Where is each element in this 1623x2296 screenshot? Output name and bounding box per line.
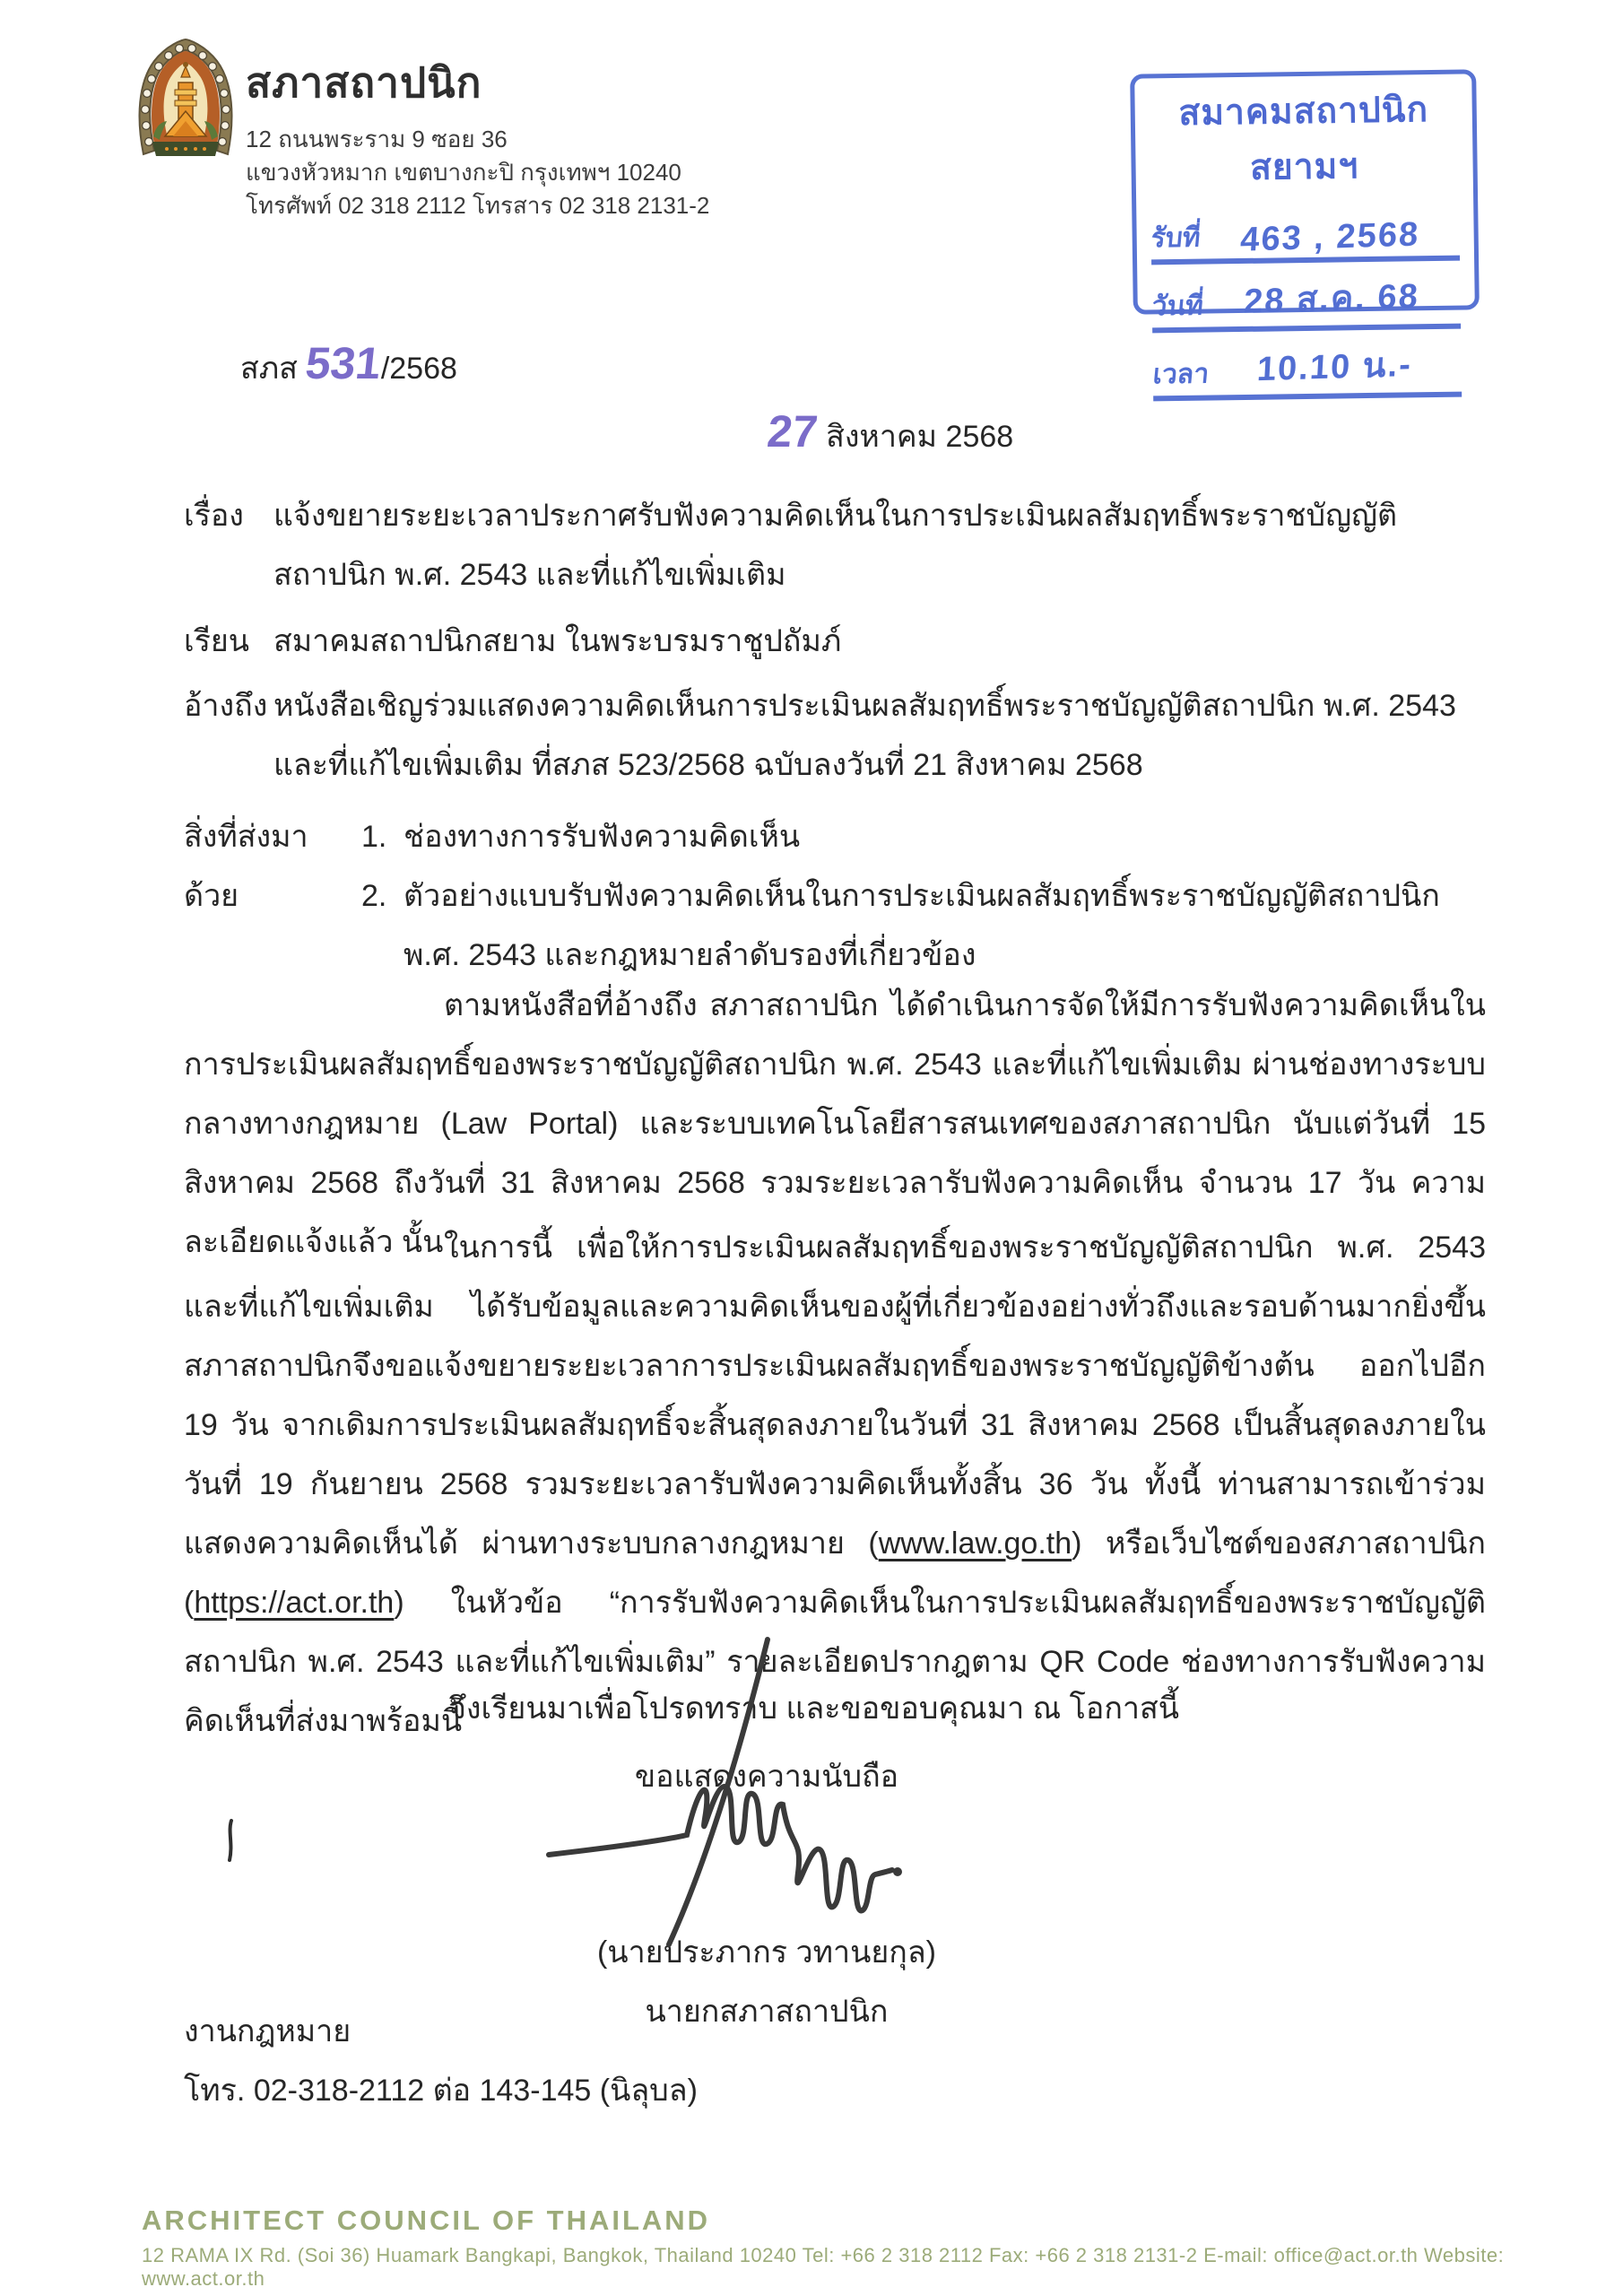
- stamp-row-received-no: [1150, 200, 1460, 265]
- to-row: [184, 612, 1486, 671]
- council-seal-icon: [131, 36, 240, 163]
- org-address-line1: 12 ถนนพระราม 9 ซอย 36: [246, 126, 508, 152]
- org-address-line3: โทรศัพท์ 02 318 2112 โทรสาร 02 318 2131-2: [246, 192, 710, 219]
- attachment-text: ช่องทางการรับฟังความคิดเห็น: [404, 820, 801, 854]
- letter-date: [765, 402, 1014, 466]
- letterhead: [246, 50, 709, 222]
- body-paragraph-1: ตามหนังสือที่อ้างถึง สภาสถาปนิก ได้ดำเนินการจัดให้มีการรับฟังความคิดเห็นในการประเมินผลสัมฤทธิ์ของพระราชบัญญัติสถาปนิก พ.ศ. 2543 และที่แก้ไขเพิ่มเติม ผ่านช่องทางระบบกลางทางกฎหมาย (Law Portal) และระบบเทคโนโลยีสารสนเทศของสภาสถาปนิก นับแต่วันที่ 15 สิงหาคม 2568 ถึงวันที่ 31 สิงหาคม 2568 รวมระยะเวลารับฟังความคิดเห็น จำนวน 17 วัน ความละเอียดแจ้งแล้ว นั้น: [184, 988, 1486, 1259]
- signature-block: [489, 1747, 1045, 2041]
- letter-date-day-handwritten: 27: [765, 406, 820, 457]
- attachment-number: 2.: [361, 879, 387, 913]
- attachments-list: [361, 807, 1486, 985]
- received-stamp: [1130, 69, 1480, 390]
- stamp-row-date: [1151, 268, 1461, 334]
- document-number-suffix: /2568: [380, 352, 457, 386]
- org-address: [246, 123, 709, 222]
- closing-line: จึงเรียนมาเพื่อโปรดทราบ และขอขอบคุณมา ณ โอกาสนี้: [448, 1692, 1180, 1726]
- act-website-link: https://act.or.th: [194, 1586, 395, 1620]
- attachments-row: [184, 807, 1486, 985]
- stamp-time-value: 10.10 น.-: [1256, 345, 1414, 389]
- document-number-prefix: สภส: [240, 352, 298, 386]
- stamp-received-label: รับที่: [1150, 222, 1202, 254]
- stamp-date-label: วันที่: [1150, 291, 1205, 322]
- subject-row: [184, 486, 1486, 604]
- body-paragraph-2-text: ) หรือเว็บไซต์ของสภาสถาปนิก (: [184, 1526, 1486, 1620]
- body-paragraph-2-text: ) ในหัวข้อ “การรับฟังความคิดเห็นในการประเมินผลสัมฤทธิ์ของพระราชบัญญัติสถาปนิก พ.ศ. 2543 และที่แก้ไขเพิ่มเติม” รายละเอียดปรากฎตาม QR Code ช่องทางการรับฟังความคิดเห็นที่ส่งมาพร้อมนี้: [184, 1586, 1486, 1738]
- reference-text: หนังสือเชิญร่วมแสดงความคิดเห็นการประเมินผลสัมฤทธิ์พระราชบัญญัติสถาปนิก พ.ศ. 2543 และที่แก้ไขเพิ่มเติม ที่สภส 523/2568 ฉบับลงวันที่ 21 สิงหาคม 2568: [273, 689, 1456, 782]
- body-paragraph-2-text: ในการนี้ เพื่อให้การประเมินผลสัมฤทธิ์ของพระราชบัญญัติสถาปนิก พ.ศ. 2543 และที่แก้ไขเพิ่มเติม ได้รับข้อมูลและความคิดเห็นของผู้ที่เกี่ยวข้องอย่างทั่วถึงและรอบด้านมากยิ่งขึ้น สภาสถาปนิกจึงขอแจ้งขยายระยะเวลาการประเมินผลสัมฤทธิ์ของพระราชบัญญัติข้างต้น ออกไปอีก 19 วัน จากเดิมการประเมินผลสัมฤทธิ์จะสิ้นสุดลงภายในวันที่ 31 สิงหาคม 2568 เป็นสิ้นสุดลงภายในวันที่ 19 กันยายน 2568 รวมระยะเวลารับฟังความคิดเห็นทั้งสิ้น 36 วัน ทั้งนี้ ท่านสามารถเข้าร่วมแสดงความคิดเห็นได้ ผ่านทางระบบกลางกฎหมาย (: [184, 1231, 1486, 1561]
- stamp-date-value: 28 ส.ค. 68: [1243, 277, 1421, 321]
- signer-name: (นายประภากร วทานยกุล): [597, 1935, 936, 1970]
- council-seal-logo: [131, 36, 240, 163]
- letter-date-rest: สิงหาคม 2568: [826, 420, 1014, 454]
- law-portal-link: www.law.go.th: [878, 1526, 1072, 1561]
- attachment-item: [361, 807, 1486, 866]
- contact-phone: โทร. 02-318-2112 ต่อ 143-145 (นิลุบล): [184, 2074, 698, 2108]
- signer-title: นายกสภาสถาปนิก: [645, 1995, 889, 2029]
- body-paragraph-2: [184, 1218, 1486, 1751]
- subject-label: เรื่อง: [184, 499, 244, 533]
- attachments-label: สิ่งที่ส่งมาด้วย: [184, 820, 308, 913]
- contact-block: [184, 2002, 698, 2120]
- signature-salutation: ขอแสดงความนับถือ: [634, 1760, 899, 1794]
- footer-org-name: ARCHITECT COUNCIL OF THAILAND: [142, 2205, 711, 2236]
- document-number: [240, 334, 457, 398]
- stamp-received-value: 463 , 2568: [1239, 215, 1421, 259]
- reference-label: อ้างถึง: [184, 689, 268, 723]
- to-text: สมาคมสถาปนิกสยาม ในพระบรมราชูปถัมภ์: [273, 624, 842, 658]
- subject-text: แจ้งขยายระยะเวลาประกาศรับฟังความคิดเห็นในการประเมินผลสัมฤทธิ์พระราชบัญญัติสถาปนิก พ.ศ. 2543 และที่แก้ไขเพิ่มเติม: [273, 499, 1398, 592]
- attachment-item: [361, 866, 1486, 985]
- attachment-number: 1.: [361, 820, 387, 854]
- org-name: สภาสถาปนิก: [246, 59, 482, 106]
- reference-row: [184, 676, 1486, 795]
- org-address-line2: แขวงหัวหมาก เขตบางกะปิ กรุงเทพฯ 10240: [246, 159, 681, 186]
- stamp-row-time: [1152, 336, 1462, 402]
- to-label: เรียน: [184, 624, 250, 658]
- stamp-time-label: เวลา: [1151, 359, 1211, 390]
- page-footer: [142, 2205, 1623, 2291]
- attachment-text: ตัวอย่างแบบรับฟังความคิดเห็นในการประเมินผลสัมฤทธิ์พระราชบัญญัติสถาปนิก พ.ศ. 2543 และกฎหมายลำดับรองที่เกี่ยวข้อง: [404, 879, 1440, 972]
- pen-mark: [222, 1819, 240, 1864]
- contact-department: งานกฎหมาย: [184, 2014, 352, 2048]
- document-number-handwritten: 531: [303, 338, 384, 388]
- stamp-title: สมาคมสถาปนิกสยามฯ: [1178, 91, 1429, 187]
- footer-address: 12 RAMA IX Rd. (Soi 36) Huamark Bangkapi, Bangkok, Thailand 10240 Tel: +66 2 318 2112 Fax: +66 2 318 2131-2 E-mail: office@act.or.th Website: www.act.or.th: [142, 2244, 1505, 2290]
